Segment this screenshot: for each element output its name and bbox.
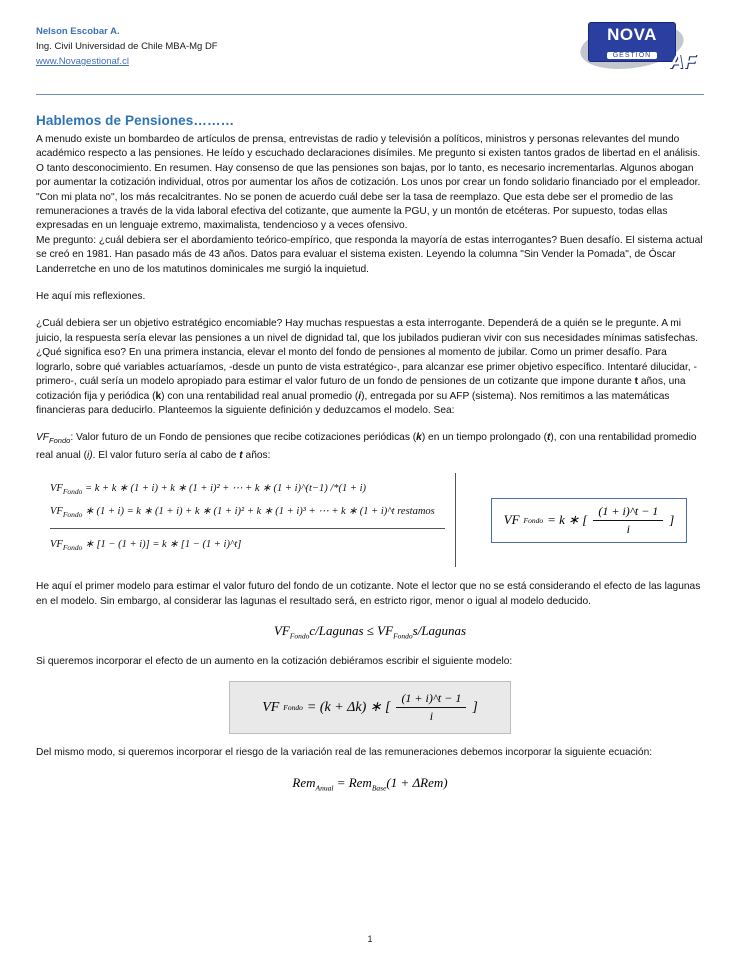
author-name: Nelson Escobar A. <box>36 26 120 37</box>
delta-k-lhs-sub: Fondo <box>283 703 303 713</box>
paragraph-delta-k-text: Si queremos incorporar el efecto de un aumento en la cotización debiéramos escribir el siguiente modelo: <box>36 655 513 667</box>
result-close: ] <box>669 512 675 528</box>
inline-var-k: k <box>155 390 162 402</box>
definition-var-k: k <box>416 432 422 444</box>
definition-vf-fondo <box>36 431 704 463</box>
rem-lhs-sub: Anual <box>315 783 334 793</box>
paragraph-objective-part-d: ), entregada por su AFP (sistema). Nos remitimos a las matemáticas financieras para deducirlo. Planteemos la siguiente definición y deduzcamos el modelo. Sea: <box>36 390 670 416</box>
company-logo <box>574 18 704 76</box>
paragraph-question <box>36 234 704 277</box>
formula-derivation-line-3 <box>50 528 445 552</box>
logo-sub-text: GESTIÓN <box>607 52 658 59</box>
author-title: Ing. Civil Universidad de Chile MBA-Mg DF <box>36 41 218 52</box>
page-number: 1 <box>367 934 373 944</box>
definition-vf-subscript: Fondo <box>49 436 71 446</box>
delta-k-lhs: VF <box>262 699 280 715</box>
delta-k-eq: = (k + Δk) ∗ [ <box>306 700 391 716</box>
derivation-1-rest: = k + k ∗ (1 + i) + k ∗ (1 + i)² + ⋯ + k ∗ (1 + i)^(t−1) /*(1 + i) <box>82 483 366 495</box>
formula-derivation-line-1 <box>50 482 445 496</box>
result-denominator: i <box>626 521 630 536</box>
formula-result-area <box>456 473 704 567</box>
derivation-3-lhs: VF <box>50 539 63 551</box>
lagunas-right-rest: s/Lagunas <box>412 623 467 639</box>
paragraph-lagunas <box>36 580 704 609</box>
result-eq: = k ∗ [ <box>547 512 588 528</box>
rem-rhs-rest: (1 + ΔRem) <box>386 774 448 790</box>
formula-derivation-line-2 <box>50 505 445 519</box>
delta-k-numerator: (1 + i)^t − 1 <box>396 691 466 708</box>
paragraph-question-text: Me pregunto: ¿cuál debiera ser el abordamiento teórico-empírico, que responda la mayoría de estas interrogantes? Buen desafío. El sistema actual se creó en 1981. Han pasado más de 43 años. Datos para evaluar el sistema existen. Leyendo la columna "Sin Vender la Pomada", de Óscar Landerretche en uno de los matutinos dominicales me surgió la inquietud. <box>36 234 703 275</box>
definition-part-c: ) en un tiempo prolongado ( <box>421 432 547 444</box>
paragraph-intro <box>36 133 704 234</box>
definition-vf-label: VF <box>36 432 50 444</box>
author-block <box>36 22 218 69</box>
rem-lhs: Rem <box>292 774 316 790</box>
derivation-2-rest: ∗ (1 + i) = k ∗ (1 + i) + k ∗ (1 + i)² + k ∗ (1 + i)³ + ⋯ + k ∗ (1 + i)^t restamos <box>82 506 435 518</box>
derivation-3-rest: ∗ [1 − (1 + i)] = k ∗ [1 − (1 + i)^t] <box>82 539 242 551</box>
delta-k-close: ] <box>472 699 478 715</box>
rem-rhs-sub: Base <box>371 783 387 793</box>
lagunas-left-sub: Fondo <box>289 631 310 641</box>
rem-eq: = Rem <box>333 774 372 790</box>
lagunas-right-sub: Fondo <box>393 631 413 641</box>
formula-derivation-block <box>36 473 704 567</box>
derivation-1-lhs: VF <box>50 483 63 495</box>
lagunas-relation: ≤ <box>363 623 378 639</box>
lagunas-left-rest: c/Lagunas <box>309 623 364 639</box>
paragraph-reflections <box>36 290 704 304</box>
delta-k-fraction <box>396 691 466 724</box>
result-numerator: (1 + i)^t − 1 <box>593 504 663 521</box>
logo-brand-text: NOVA <box>607 25 657 44</box>
formula-vf-fondo-result <box>491 498 688 543</box>
definition-part-b: : Valor futuro de un Fondo de pensiones que recibe cotizaciones periódicas ( <box>70 432 417 444</box>
delta-k-denominator: i <box>429 709 434 724</box>
definition-part-f: años: <box>242 449 271 461</box>
paragraph-objective <box>36 317 704 418</box>
paragraph-rem-text: Del mismo modo, si queremos incorporar el riesgo de la variación real de las remuneraciones debemos incorporar la siguiente ecuación: <box>36 747 653 759</box>
derivation-3-sub: Fondo <box>62 543 83 553</box>
paragraph-rem <box>36 746 704 760</box>
logo-af-text: AF <box>669 51 696 73</box>
formula-lagunas-inequality <box>36 623 704 641</box>
header-divider <box>36 94 704 95</box>
lagunas-left: VF <box>273 623 290 639</box>
lagunas-right: VF <box>377 623 394 639</box>
result-lhs-sub: Fondo <box>523 515 544 525</box>
formula-vf-fondo-delta-k <box>229 681 511 734</box>
paragraph-delta-k <box>36 655 704 669</box>
document-header <box>36 22 704 86</box>
paragraph-objective-part-c: ) con una rentabilidad real anual promedio ( <box>161 390 359 402</box>
paragraph-objective-part-b: años, una cotización fija y periódica ( <box>36 376 686 402</box>
inline-var-t: t <box>634 376 639 388</box>
definition-var-i: i) <box>86 449 93 461</box>
definition-var-t: t <box>547 432 551 444</box>
logo-badge <box>588 22 676 62</box>
formula-derivation <box>36 473 456 567</box>
page-title: Hablemos de Pensiones……… <box>36 113 235 128</box>
definition-part-d: ), con una rentabilidad promedio real anual ( <box>36 432 697 461</box>
definition-var-t2: t <box>239 449 243 461</box>
paragraph-objective-part-a: ¿Cuál debiera ser un objetivo estratégico encomiable? Hay muchas respuestas a esta interrogante. Dependerá de a quién se le pregunte. A mi juicio, la respuesta sería elevar las pensiones a un nivel de dignidad tal, que los jubilados pudieran vivir con sus necesidades mínimas satisfechas. ¿Qué significa eso? En una primera instancia, elevar el monto del fondo de pensiones al momento de jubilar. Como un primer desafío. Para lograrlo, sobre qué variables actuaríamos, -desde un punto de vista estratégico-, para alcanzar ese primer objetivo específico. Intentaré dilucidar, -primero-, cuál sería un modelo apropiado para estimar el valor futuro de un fondo de pensiones de un cotizante que impone durante <box>36 318 698 388</box>
derivation-2-sub: Fondo <box>62 510 83 520</box>
result-lhs: VF <box>503 512 520 528</box>
result-fraction <box>593 504 663 537</box>
derivation-1-sub: Fondo <box>62 487 83 497</box>
author-website-link[interactable]: www.Novagestionaf.cl <box>36 56 129 67</box>
paragraph-lagunas-text: He aquí el primer modelo para estimar el valor futuro del fondo de un cotizante. Note el lector que no se está considerando el efecto de las lagunas en el modelo. Sin embargo, al considerar las lagunas el resultado será, en estricto rigor, menor o igual al modelo deducido. <box>36 581 701 607</box>
definition-part-e: . El valor futuro sería al cabo de <box>92 449 240 461</box>
inline-var-i: i <box>358 390 362 402</box>
derivation-2-lhs: VF <box>50 506 63 518</box>
formula-rem-anual <box>36 775 704 793</box>
paragraph-intro-text: A menudo existe un bombardeo de artículos de prensa, entrevistas de radio y televisión a políticos, ministros y personas relevantes del mundo académico respecto a las pensiones. He leído y escuchado declaraciones disímiles. Me pregunto si existen tantos grados de libertad en el análisis. O tanto desconocimiento. En resumen. Hay consenso de que las pensiones son bajas, por lo tanto, es necesario incrementarlas. Algunos abogan por aumentar la cotización individual, otros por aumentar los años de cotización. Los unos por crear un fondo solidario financiado por el empleador. "Con mi plata no", los más recalcitrantes. No se ponen de acuerdo cuál debe ser la tasa de reemplazo. Que esta debe ser el promedio de las remuneraciones a través de la vida laboral efectiva del cotizante, que aumente la PGU, y un montón de etcéteras. Por supuesto, todas ellas expresadas en un lenguaje extremo, maximalista, tendencioso y a veces ofensivo. <box>36 134 701 232</box>
paragraph-reflections-text: He aquí mis reflexiones. <box>36 291 146 303</box>
